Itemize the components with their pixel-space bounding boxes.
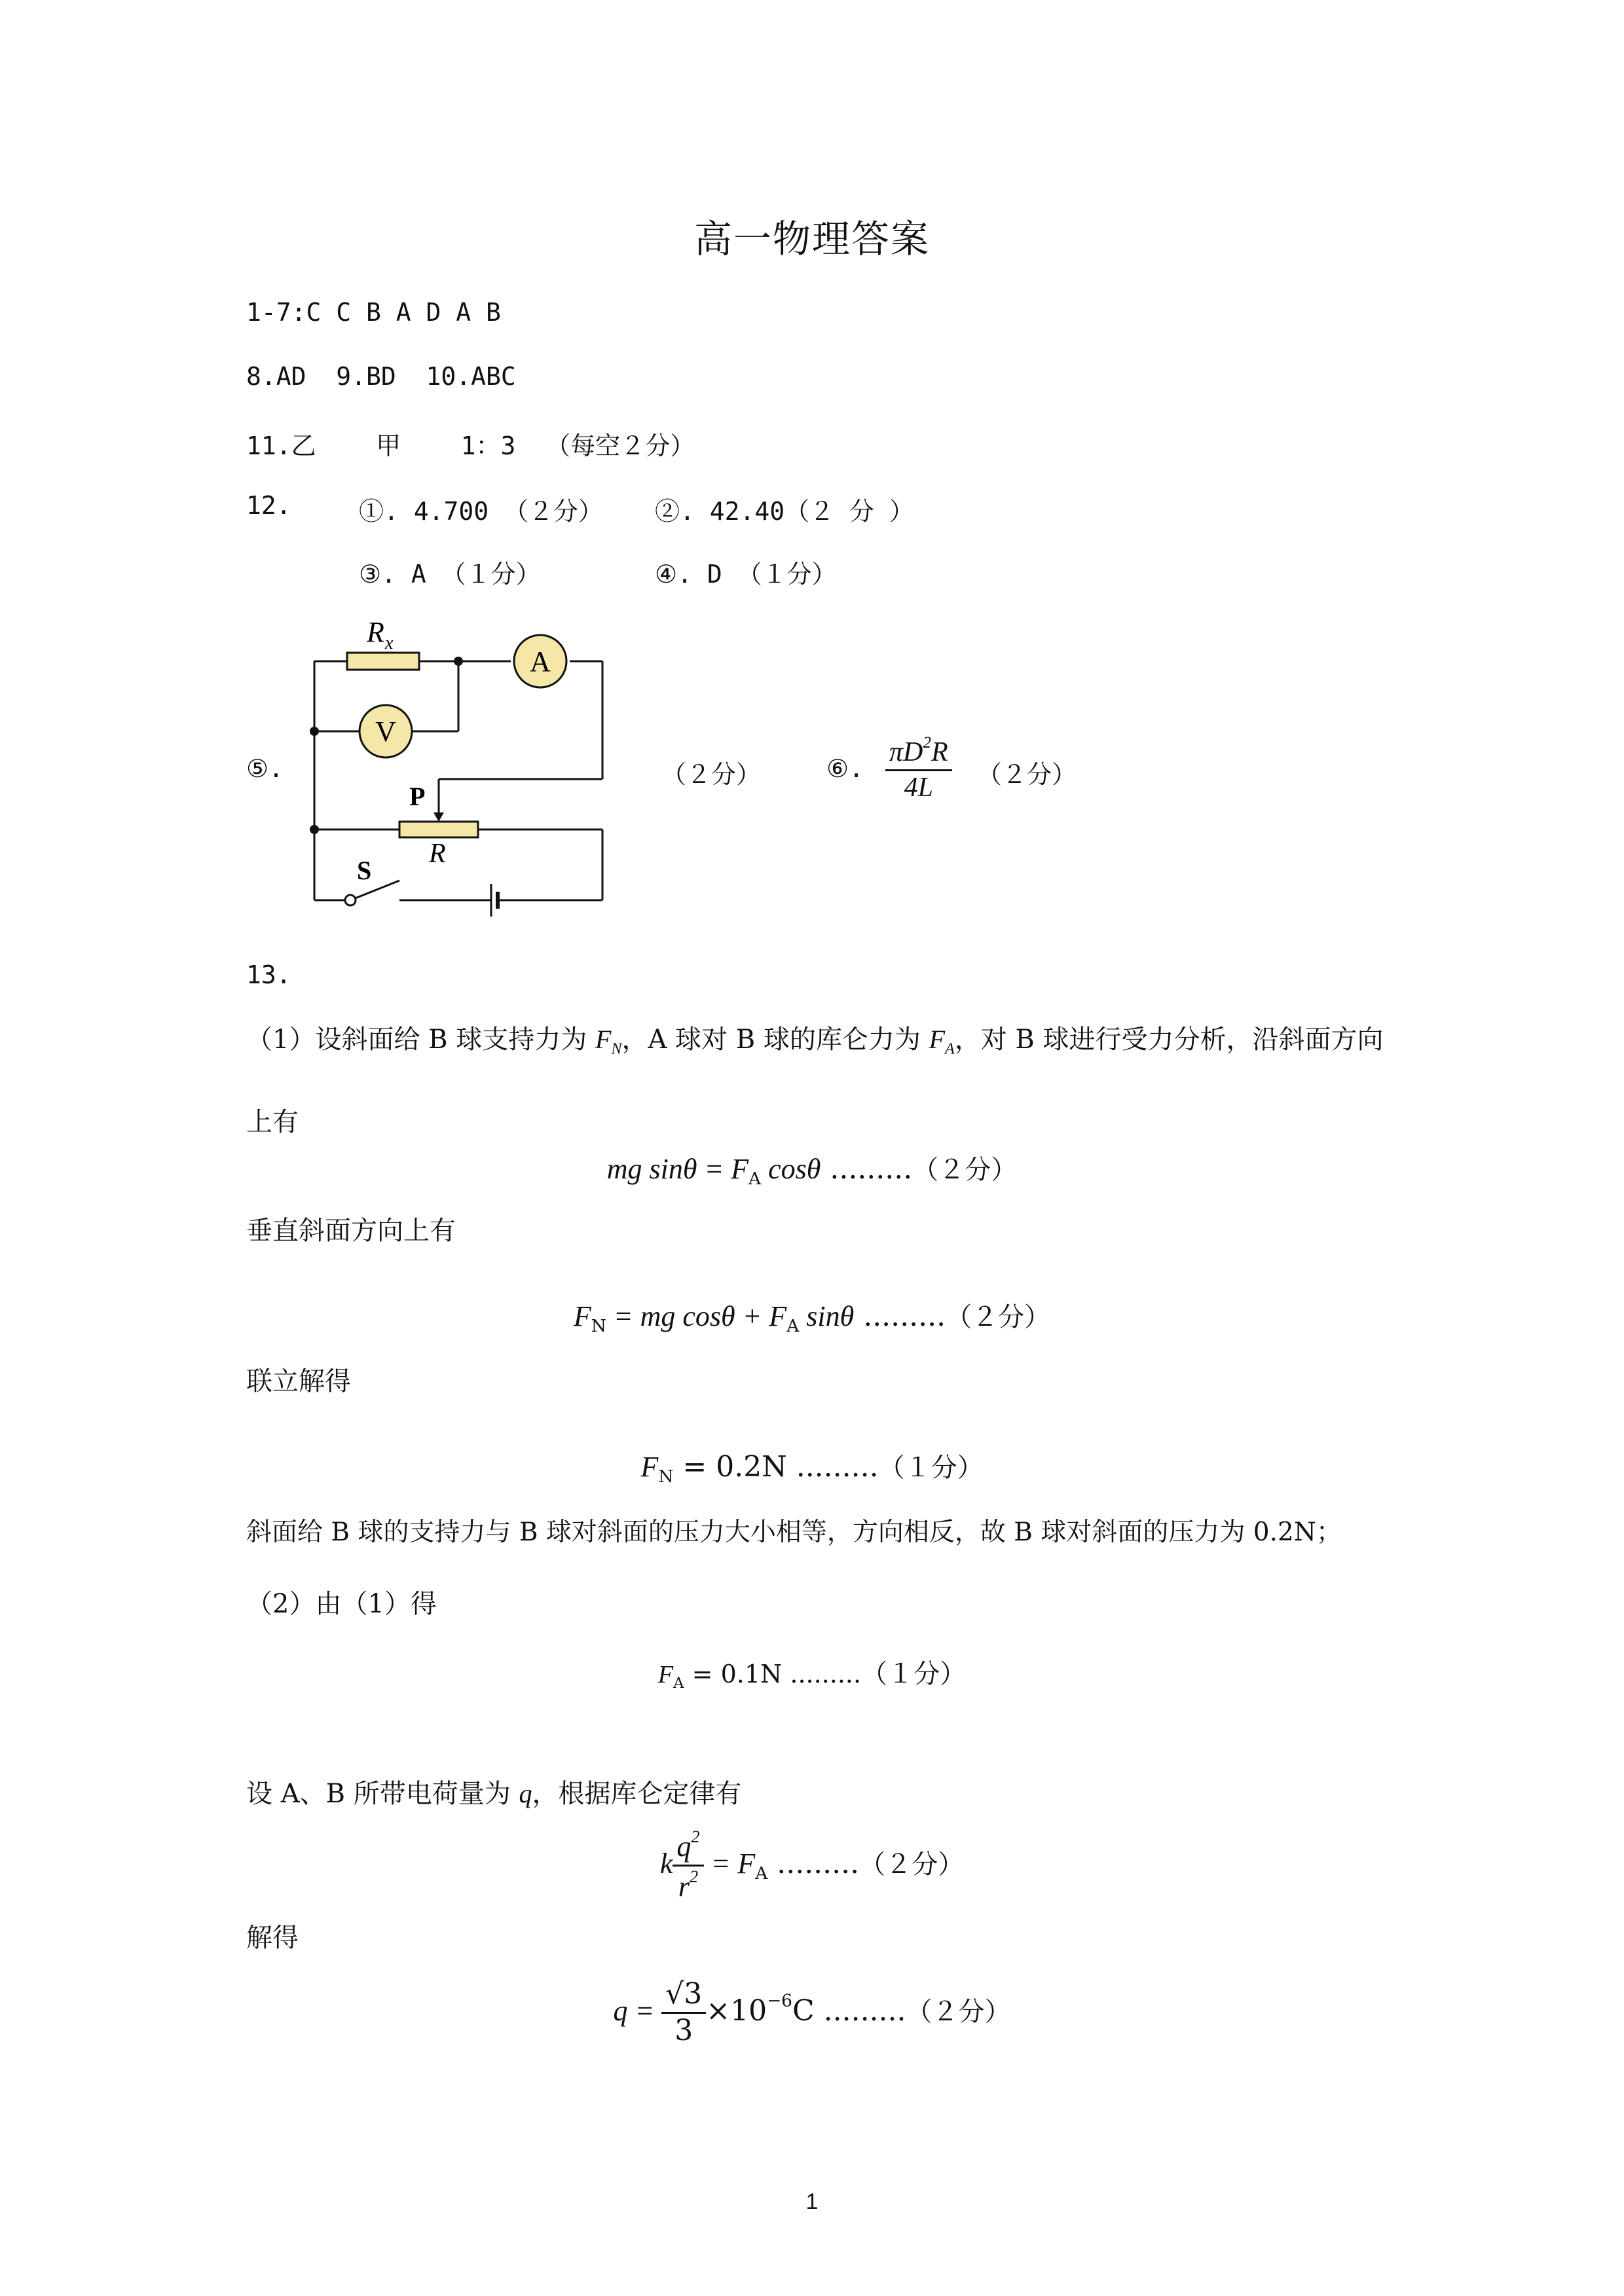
rheostat <box>399 822 478 837</box>
rx-subscript: x <box>385 633 394 653</box>
slider-arrow <box>434 812 444 822</box>
answers-8-10: 8.AD 9.BD 10.ABC <box>246 362 516 391</box>
q13-charge-text: 设 A、B 所带电荷量为 q，根据库仑定律有 <box>246 1779 742 1809</box>
equation-2: $F_N$ = mg $\cos\theta + F_A$ sinθ .........（２分） <box>573 1300 1051 1337</box>
rheostat-label: R <box>429 839 446 869</box>
q12-answer-3: ③. A （１分） <box>359 560 541 589</box>
slider-label: P <box>409 782 426 811</box>
q12-answer-5-label: ⑤. <box>246 754 284 783</box>
switch-contact <box>345 895 356 905</box>
q12-answer-6-score: （２分） <box>977 760 1077 789</box>
rx-label: R <box>367 616 384 648</box>
q12-answer-6-label: ⑥. <box>826 754 864 783</box>
circuit-diagram <box>301 606 616 920</box>
equation-5: k $\frac{q^2}{r^2}$ = $F_A$ .........（２分） <box>659 1827 965 1903</box>
equation-4: $F_A = 0.1N$ .........（１分） <box>657 1659 967 1692</box>
equation-6: q = $\frac{√3}{3}$ $\times 10^{-6}C$ .........（２分） <box>613 1977 1011 2047</box>
page-title: 高一物理答案 <box>693 217 930 261</box>
q12-label: 12. <box>246 491 291 520</box>
equation-3: $F_N = 0.2N$ .........（１分） <box>640 1450 984 1487</box>
equation-1: mg $\sin\theta = F_A$ cosθ .........（２分） <box>606 1152 1018 1190</box>
q13-result-text: 解得 <box>246 1923 299 1953</box>
q13-part2-text: （2）由（1）得 <box>246 1589 437 1619</box>
formula-rho: $\frac{\pi D^2R}{4L}$ <box>885 733 952 804</box>
q12-answer-2: ②. 42.40（２ 分 ） <box>655 497 914 526</box>
q12-answer-5-score: （２分） <box>661 760 762 789</box>
page-number: 1 <box>805 2189 819 2214</box>
q13-solve-text: 联立解得 <box>246 1366 351 1396</box>
q13-part1-text: （1）设斜面给 B 球支持力为 $F_N$，A 球对 B 球的库仑力为 $F_A$，对 B 球进行受力分析，沿斜面方向上有 <box>246 1025 1384 1138</box>
q13-perpendicular-text: 垂直斜面方向上有 <box>246 1216 456 1246</box>
answers-1-7: 1-7:C C B A D A B <box>246 298 501 327</box>
junction-dot <box>454 657 463 666</box>
junction-dot <box>310 825 319 834</box>
answer-11: 11.乙 甲 1：3 （每空２分） <box>246 431 695 460</box>
switch-label: S <box>357 856 372 885</box>
q13-part1-conclusion: 斜面给 B 球的支持力与 B 球对斜面的压力大小相等，方向相反，故 B 球对斜面的压力为 0.2N； <box>246 1518 1342 1547</box>
resistor-rx <box>347 653 419 670</box>
q12-answer-1: ①. 4.700 （２分） <box>359 497 604 526</box>
junction-dot <box>310 727 319 736</box>
ammeter-label: A <box>530 646 551 678</box>
q12-answer-4: ④. D （１分） <box>655 560 837 589</box>
voltmeter-label: V <box>375 716 396 748</box>
q13-label: 13. <box>246 960 291 989</box>
